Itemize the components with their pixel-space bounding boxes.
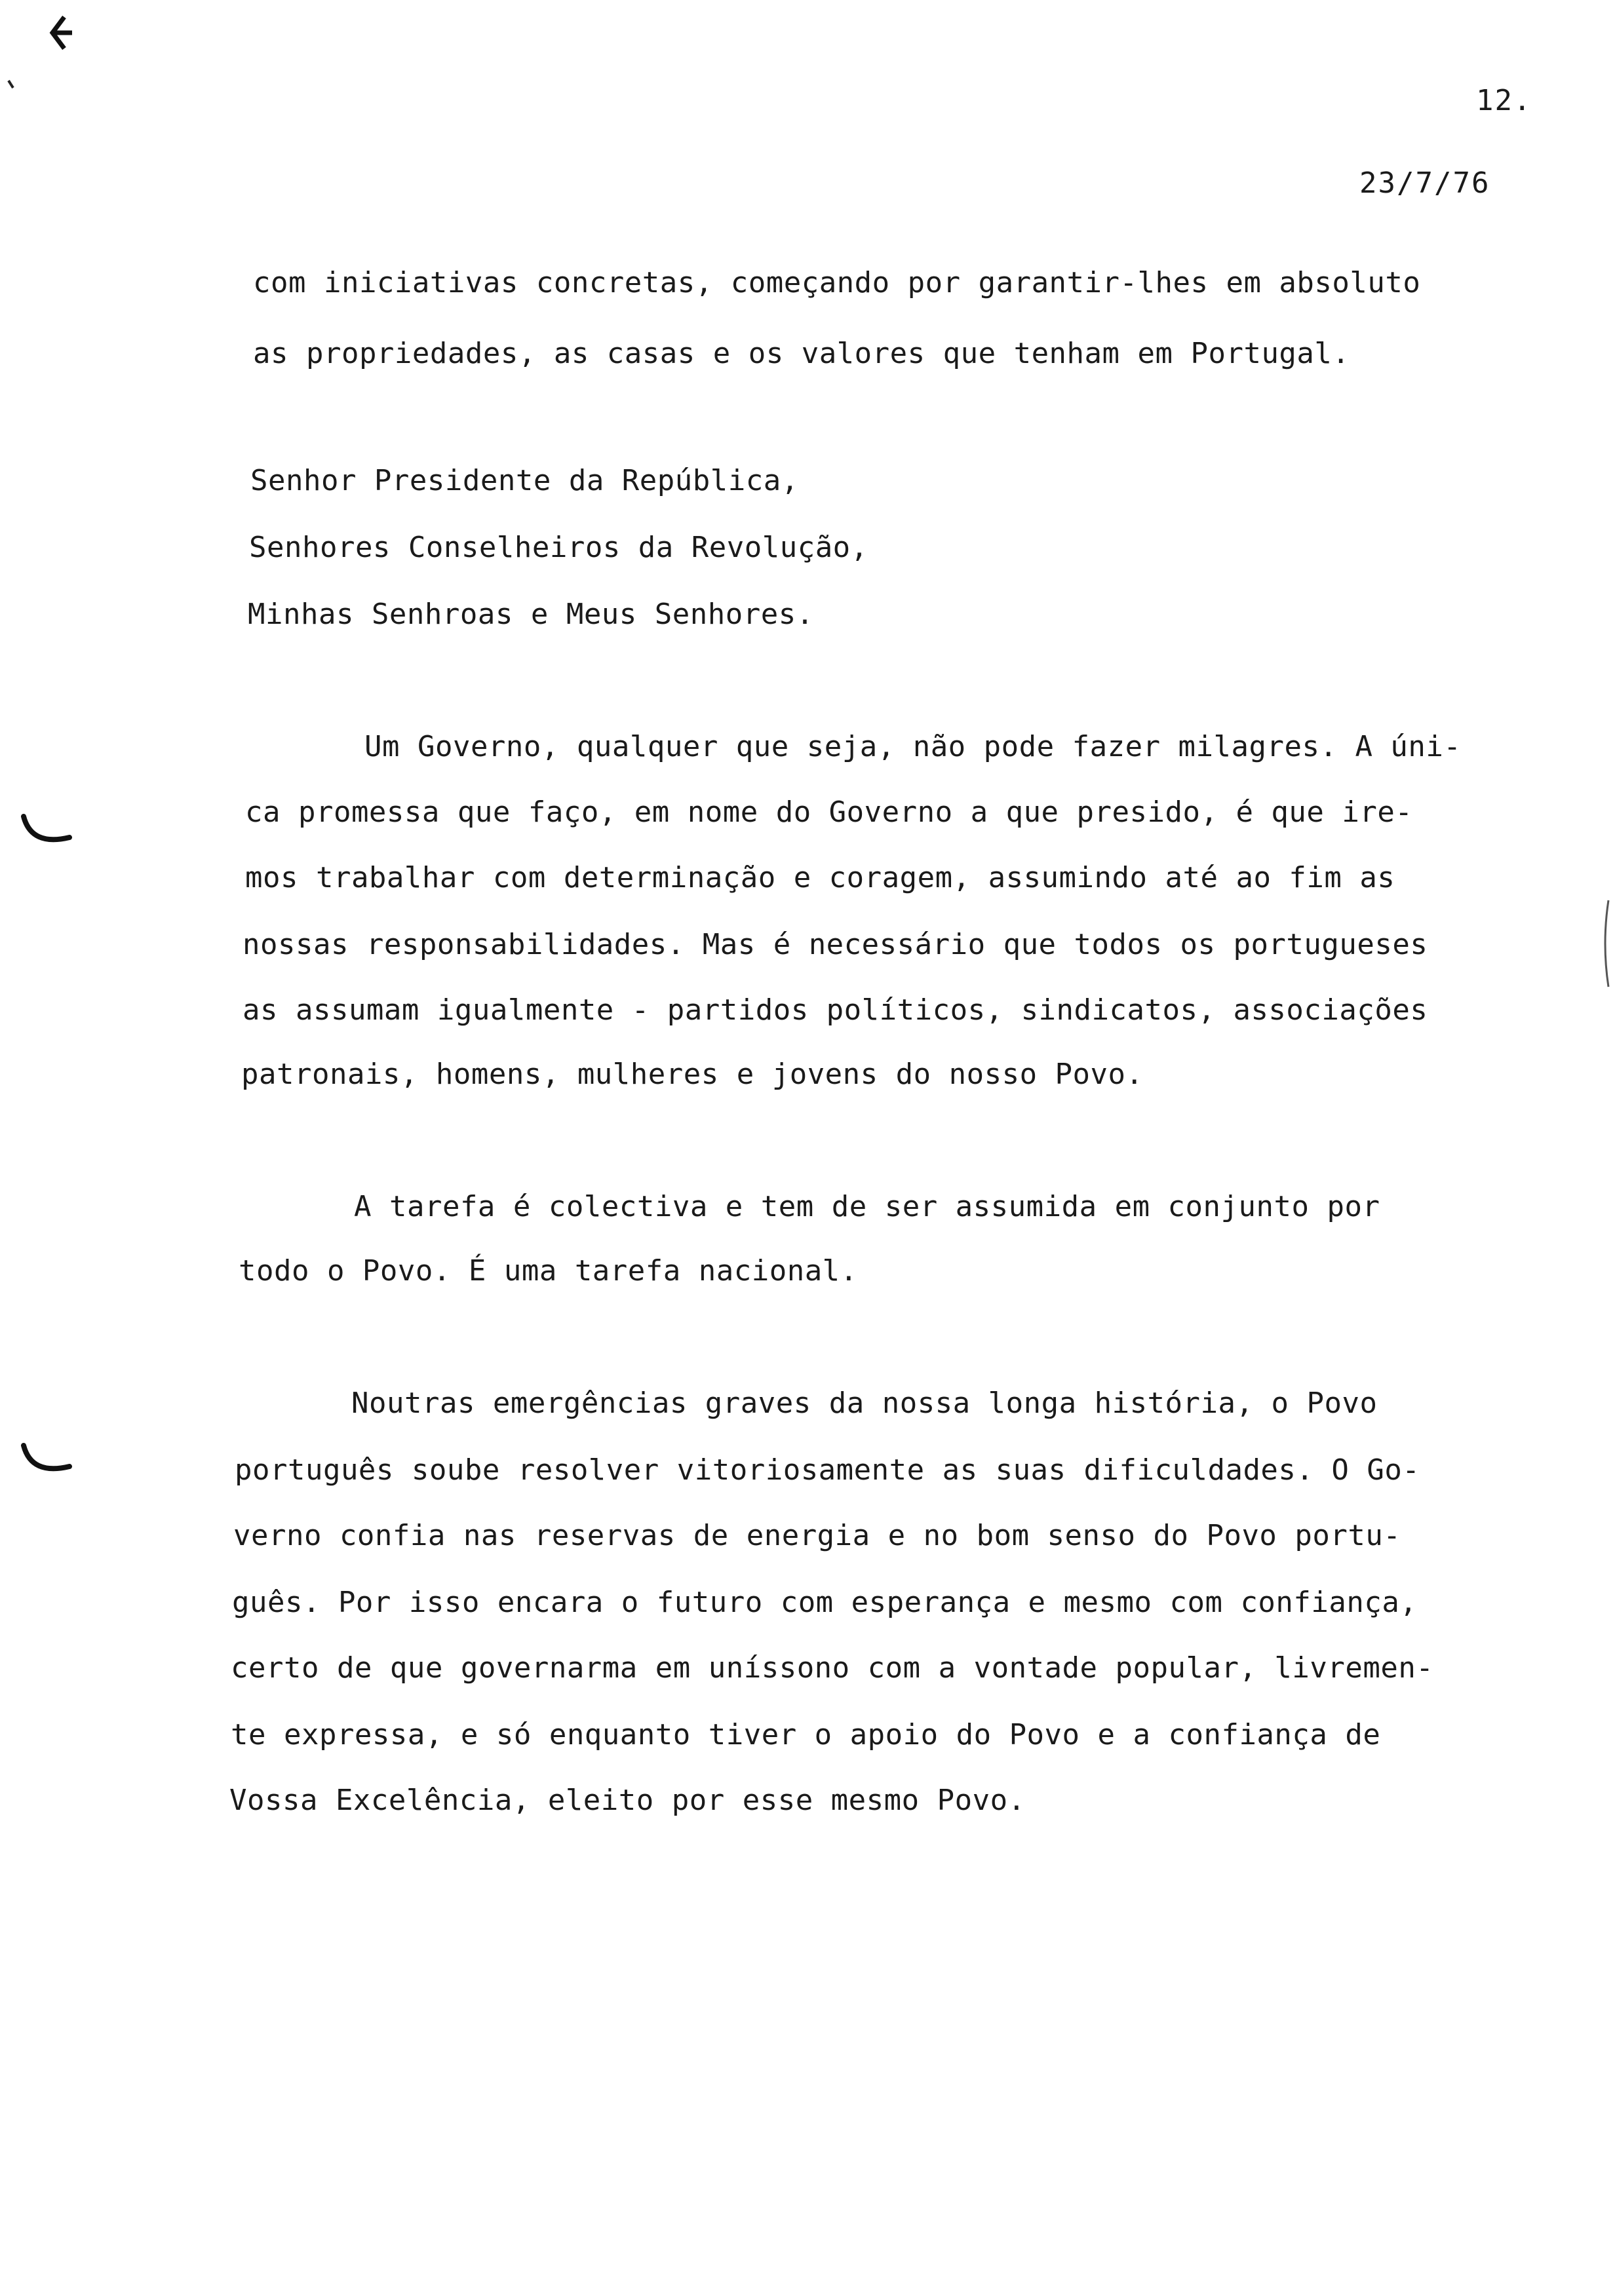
paragraph-line: guês. Por isso encara o futuro com esperança e mesmo com confiança, [232,1586,1418,1619]
scan-speck-icon [7,79,16,90]
paragraph-line: com iniciativas concretas, começando por garantir-lhes em absoluto [253,266,1421,299]
paragraph-line: patronais, homens, mulheres e jovens do nosso Povo. [241,1058,1144,1091]
page-number: 12. [1476,84,1532,117]
binder-hole-icon [20,1442,72,1481]
salutation-line: Senhor Presidente da República, [250,464,799,497]
paragraph-line: Noutras emergências graves da nossa longa história, o Povo [351,1387,1378,1420]
paragraph-line: as assumam igualmente - partidos políticos, sindicatos, associações [243,993,1428,1027]
paragraph-line: as propriedades, as casas e os valores que tenham em Portugal. [253,337,1350,370]
paragraph-line: Vossa Excelência, eleito por esse mesmo Povo. [229,1784,1026,1817]
salutation-line: Minhas Senhroas e Meus Senhores. [248,598,814,631]
paragraph-line: certo de que governarma em uníssono com a vontade popular, livremen- [231,1651,1434,1685]
salutation-line: Senhores Conselheiros da Revolução, [249,531,868,564]
arrow-mark-icon [46,14,75,51]
margin-bracket-icon [1599,898,1612,989]
paragraph-line: mos trabalhar com determinação e coragem, assumindo até ao fim as [245,861,1395,894]
paragraph-line: todo o Povo. É uma tarefa nacional. [239,1254,858,1288]
paragraph-line: português soube resolver vitoriosamente as suas dificuldades. O Go- [235,1453,1420,1487]
document-date: 23/7/76 [1359,166,1490,200]
paragraph-line: A tarefa é colectiva e tem de ser assumida em conjunto por [354,1190,1380,1223]
binder-hole-icon [20,813,72,852]
paragraph-line: te expressa, e só enquanto tiver o apoio do Povo e a confiança de [231,1718,1381,1751]
paragraph-line: nossas responsabilidades. Mas é necessário que todos os portugueses [243,928,1428,961]
paragraph-line: Um Governo, qualquer que seja, não pode fazer milagres. A úni- [364,730,1462,763]
paragraph-line: verno confia nas reservas de energia e no bom senso do Povo portu- [233,1519,1401,1552]
paragraph-line: ca promessa que faço, em nome do Governo a que presido, é que ire- [245,795,1413,829]
